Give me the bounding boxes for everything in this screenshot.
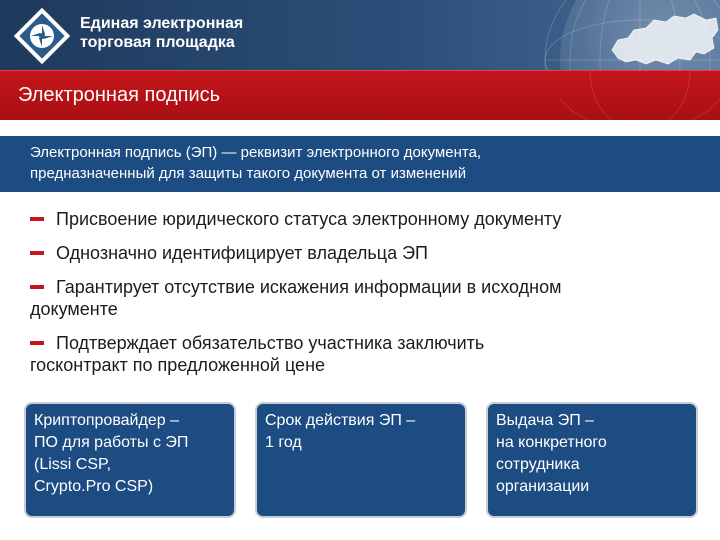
list-item: Подтверждает обязательство участника заключить госконтракт по предложенной цене [30, 333, 485, 375]
info-card-validity: Срок действия ЭП – 1 год [255, 402, 467, 518]
info-card-crypto-provider: Криптопровайдер – ПО для работы с ЭП (Lissi CSP, Crypto.Pro CSP) [24, 402, 236, 518]
definition-line-2: предназначенный для защиты такого документа от изменений [30, 165, 467, 182]
bullet-dash-icon [30, 285, 44, 289]
list-item: Однозначно идентифицирует владельца ЭП [30, 242, 428, 264]
header-banner [0, 0, 720, 70]
brand-line-1: Единая электронная [80, 15, 244, 32]
russia-map-icon [608, 10, 720, 70]
brand-line-2: торговая площадка [80, 34, 235, 51]
definition-line-1: Электронная подпись (ЭП) — реквизит электронного документа, [30, 144, 482, 161]
list-item: Гарантирует отсутствие искажения информации в исходном документе [30, 277, 562, 319]
brand-name [80, 14, 243, 52]
bullet-dash-icon [30, 217, 44, 221]
logo-icon [14, 8, 70, 64]
title-globe-icon [560, 71, 720, 121]
info-card-issuance: Выдача ЭП – на конкретного сотрудника организации [486, 402, 698, 518]
bullet-dash-icon [30, 251, 44, 255]
title-bar [0, 70, 720, 120]
definition-panel [0, 136, 720, 192]
bullet-dash-icon [30, 341, 44, 345]
list-item: Присвоение юридического статуса электронному документу [30, 208, 561, 230]
page-title: Электронная подпись [18, 84, 221, 106]
